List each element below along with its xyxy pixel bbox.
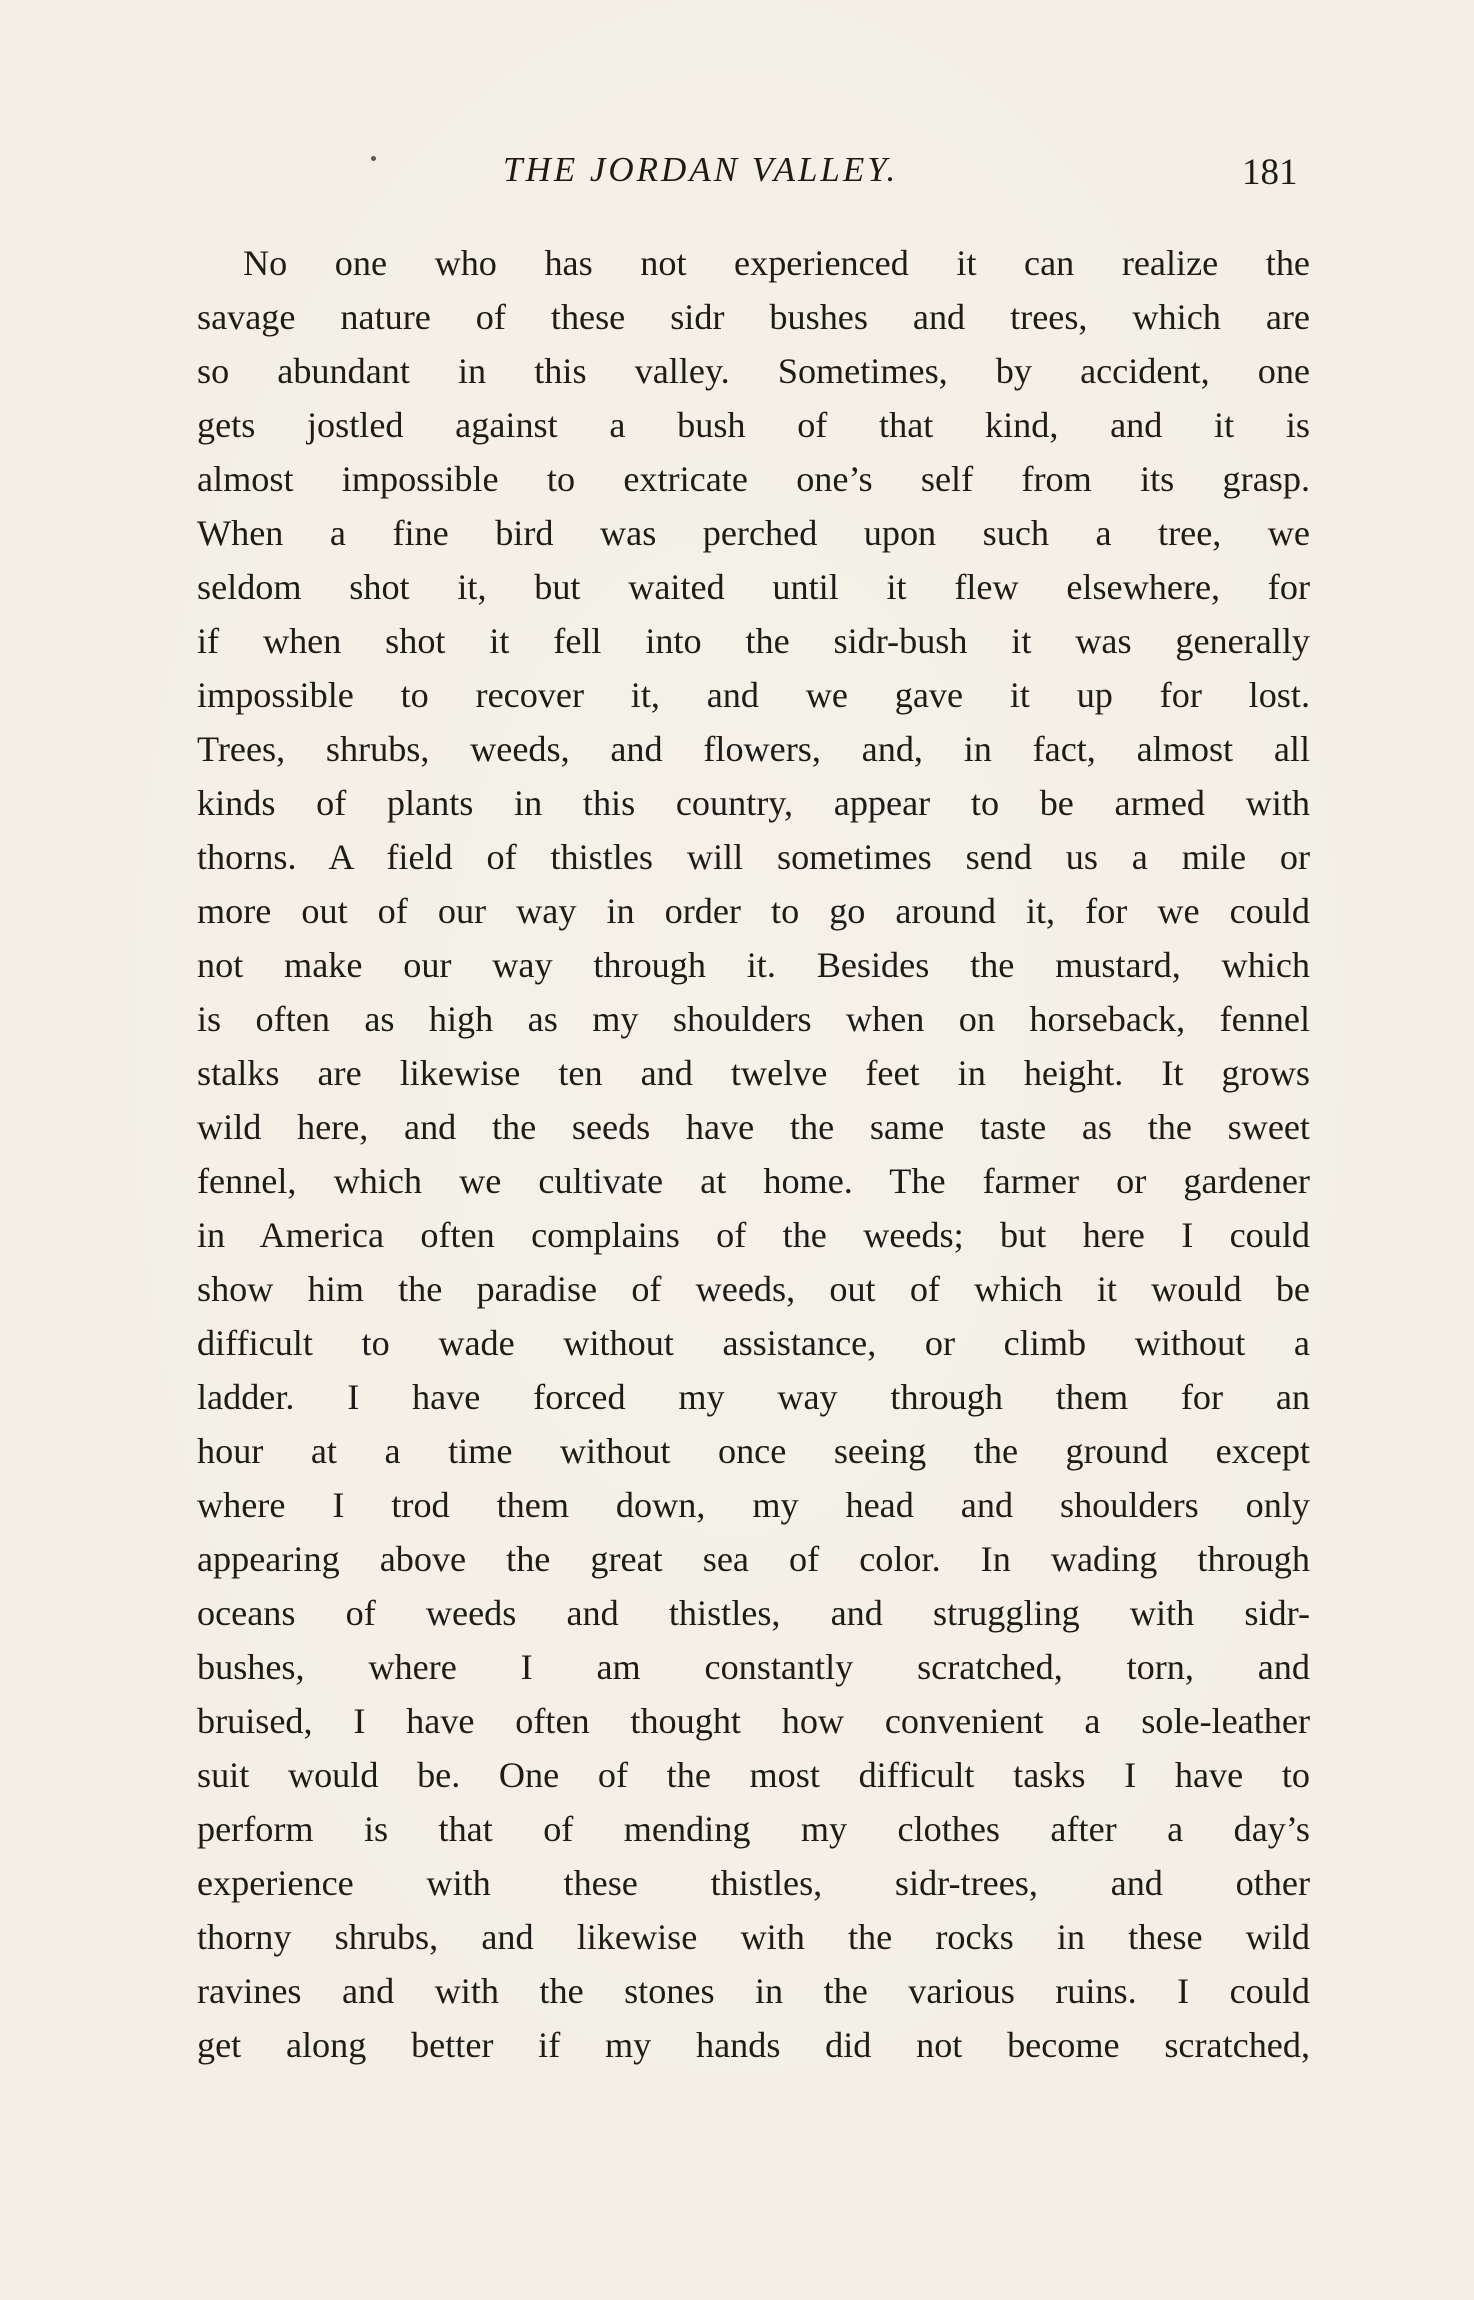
text-line: perform is that of mending my clothes after a day’s — [197, 1809, 1310, 1849]
text-line: if when shot it fell into the sidr-bush it was generally — [197, 621, 1310, 661]
text-line: kinds of plants in this country, appear to be armed with — [197, 783, 1310, 823]
text-line: oceans of weeds and thistles, and struggling with sidr- — [197, 1593, 1310, 1633]
text-line: stalks are likewise ten and twelve feet in height. It grows — [197, 1053, 1310, 1093]
text-line: impossible to recover it, and we gave it up for lost. — [197, 675, 1310, 715]
text-line: savage nature of these sidr bushes and trees, which are — [197, 297, 1310, 337]
page-number: 181 — [1242, 152, 1298, 193]
text-line: experience with these thistles, sidr-trees, and other — [197, 1863, 1310, 1903]
text-line: in America often complains of the weeds; but here I could — [197, 1215, 1310, 1255]
text-line: When a fine bird was perched upon such a tree, we — [197, 513, 1310, 553]
text-line: difficult to wade without assistance, or climb without a — [197, 1323, 1310, 1363]
text-line: thorny shrubs, and likewise with the rocks in these wild — [197, 1917, 1310, 1957]
text-line: show him the paradise of weeds, out of which it would be — [197, 1269, 1310, 1309]
text-line: almost impossible to extricate one’s self from its grasp. — [197, 459, 1310, 499]
text-line: is often as high as my shoulders when on horseback, fennel — [197, 999, 1310, 1039]
text-line: bruised, I have often thought how convenient a sole-leather — [197, 1701, 1310, 1741]
text-line: thorns. A field of thistles will sometimes send us a mile or — [197, 837, 1310, 877]
body-text — [197, 236, 1310, 2076]
text-line: seldom shot it, but waited until it flew elsewhere, for — [197, 567, 1310, 607]
text-line: gets jostled against a bush of that kind, and it is — [197, 405, 1310, 445]
text-line: so abundant in this valley. Sometimes, by accident, one — [197, 351, 1310, 391]
text-line: appearing above the great sea of color. In wading through — [197, 1539, 1310, 1579]
text-line: wild here, and the seeds have the same taste as the sweet — [197, 1107, 1310, 1147]
text-line: get along better if my hands did not become scratched, — [197, 2025, 1310, 2065]
printer-dot-mark — [371, 156, 376, 161]
text-line: ladder. I have forced my way through them for an — [197, 1377, 1310, 1417]
text-line: suit would be. One of the most difficult tasks I have to — [197, 1755, 1310, 1795]
running-title: THE JORDAN VALLEY. — [503, 150, 899, 189]
text-line: fennel, which we cultivate at home. The farmer or gardener — [197, 1161, 1310, 1201]
text-line: Trees, shrubs, weeds, and flowers, and, in fact, almost all — [197, 729, 1310, 769]
text-line: where I trod them down, my head and shoulders only — [197, 1485, 1310, 1525]
text-line: more out of our way in order to go around it, for we could — [197, 891, 1310, 931]
text-line: No one who has not experienced it can realize the — [243, 243, 1310, 283]
text-line: ravines and with the stones in the various ruins. I could — [197, 1971, 1310, 2011]
text-line: bushes, where I am constantly scratched, torn, and — [197, 1647, 1310, 1687]
text-line: not make our way through it. Besides the mustard, which — [197, 945, 1310, 985]
text-line: hour at a time without once seeing the ground except — [197, 1431, 1310, 1471]
